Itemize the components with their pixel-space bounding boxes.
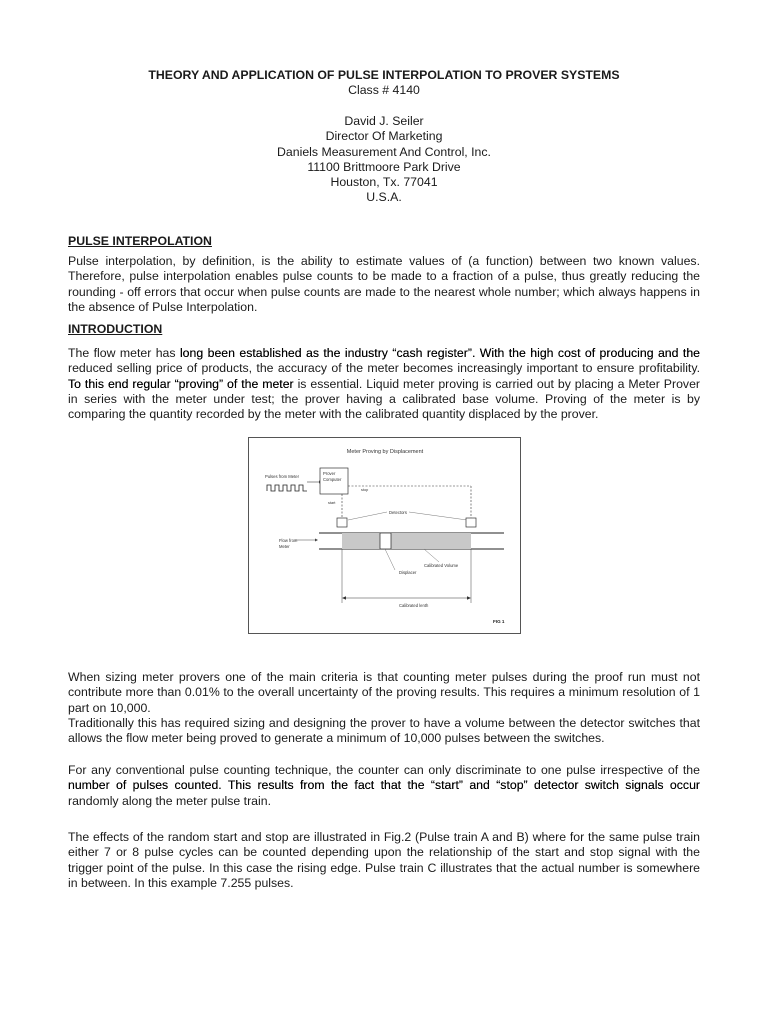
author-block bbox=[0, 114, 768, 206]
author-street: 11100 Brittmoore Park Drive bbox=[307, 159, 461, 174]
intro-text-b: long been established as the industry “cash register”. With the high cost of producing and the bbox=[179, 346, 700, 360]
figure-diagram bbox=[249, 438, 520, 633]
pulses-label: Pulses from Meter bbox=[265, 474, 299, 479]
title-line: THEORY AND APPLICATION OF PULSE INTERPOLATION TO PROVER SYSTEMS bbox=[148, 68, 620, 82]
start-label: start bbox=[328, 501, 336, 505]
detectors-label: Detectors bbox=[389, 510, 407, 515]
intro-text-a: The flow meter has bbox=[68, 346, 180, 360]
detector-right bbox=[466, 518, 476, 527]
pulse-counting-paragraph bbox=[68, 763, 700, 809]
author-title: Director Of Marketing bbox=[325, 129, 443, 144]
pulse-train-icon bbox=[267, 485, 307, 491]
author-country: U.S.A. bbox=[366, 190, 402, 205]
figure-number: FIG 1 bbox=[493, 619, 505, 624]
calibrated-volume-leader bbox=[424, 549, 439, 562]
flow-label-2: Meter bbox=[279, 544, 290, 549]
detector-left bbox=[337, 518, 347, 527]
figure-meter-proving bbox=[248, 437, 521, 634]
displacer-label: Displacer bbox=[399, 570, 417, 575]
intro-text-c: reduced selling price of products, the accuracy of the meter becomes increasingly important to ensure profitability. bbox=[68, 361, 700, 376]
intro-text-d: To this end regular “proving” of the meter bbox=[68, 376, 294, 391]
random-start-stop-paragraph: The effects of the random start and stop are illustrated in Fig.2 (Pulse train A and B) where for the same pulse train either 7 or 8 pulse cycles can be counted depending upon the relationship of the start and stop signal with the trigger point of the pulse. In this case the rising edge. Pulse train C illustrates that the actual number is somewhere in between. In this example 7.255 pulses. bbox=[68, 830, 700, 890]
document-title bbox=[0, 68, 768, 99]
pulse-counting-text-b: number of pulses counted. This results from the fact that the “start” and “stop” detector switch signals occur bbox=[68, 778, 700, 793]
flow-label-1: Flow from bbox=[279, 538, 298, 543]
pulse-interpolation-paragraph: Pulse interpolation, by definition, is the ability to estimate values of (a function) between two known values. Therefore, pulse interpolation enables pulse counts to be made to a fraction of a pulse, thus greatly reducing the rounding - off errors that occur when pulse counts are made to the nearest whole number; which always happens in the absence of Pulse Interpolation. bbox=[68, 254, 700, 314]
prover-computer-label-2: Computer bbox=[323, 477, 342, 482]
sizing-paragraph: When sizing meter provers one of the main criteria is that counting meter pulses during the proof run must not contribute more than 0.01% to the overall uncertainty of the proving results. This requires a minimum resolution of 1 part on 10,000. bbox=[68, 670, 700, 715]
author-city: Houston, Tx. 77041 bbox=[330, 175, 438, 190]
flow-arrowhead bbox=[315, 539, 318, 542]
dimension-arrowhead-right bbox=[467, 596, 471, 599]
pulse-counting-text-c: randomly along the meter pulse train. bbox=[68, 793, 272, 808]
class-number: Class # 4140 bbox=[348, 83, 420, 98]
introduction-paragraph bbox=[68, 346, 700, 422]
traditional-sizing-paragraph: Traditionally this has required sizing and designing the prover to have a volume between the detector switches that allows the flow meter being proved to generate a minimum of 10,000 pulses between the switches. bbox=[68, 716, 700, 746]
author-company: Daniels Measurement And Control, Inc. bbox=[277, 144, 491, 159]
prover-computer-label-1: Prover bbox=[323, 471, 336, 476]
dimension-arrowhead-left bbox=[342, 596, 346, 599]
intro-text-e: is essential. Liquid meter proving is carried out by placing a Meter Prover in series with the meter under test; the prover having a calibrated base volume. Proving of the meter is by comparing the quantity recorded by the meter with the calibrated quantity displaced by the prover. bbox=[68, 376, 701, 422]
pulse-counting-text-a: For any conventional pulse counting technique, the counter can only discriminate to one pulse irrespective of the bbox=[68, 763, 700, 777]
detectors-leader-left bbox=[348, 512, 387, 520]
displacer-leader bbox=[385, 549, 395, 570]
author-name: David J. Seiler bbox=[344, 114, 424, 128]
detectors-leader-right bbox=[409, 512, 467, 520]
displacer bbox=[380, 533, 391, 549]
calibrated-length-label: Calibrated lenth bbox=[399, 603, 429, 608]
calibrated-volume-label: Calibrated Volume bbox=[424, 563, 459, 568]
pulse-interpolation-heading: PULSE INTERPOLATION bbox=[68, 234, 212, 248]
calibrated-volume bbox=[391, 533, 471, 549]
figure-title: Meter Proving by Displacement bbox=[346, 449, 424, 455]
displaced-volume-left bbox=[342, 533, 380, 549]
stop-label: stop bbox=[361, 488, 369, 492]
introduction-heading: INTRODUCTION bbox=[68, 322, 163, 336]
